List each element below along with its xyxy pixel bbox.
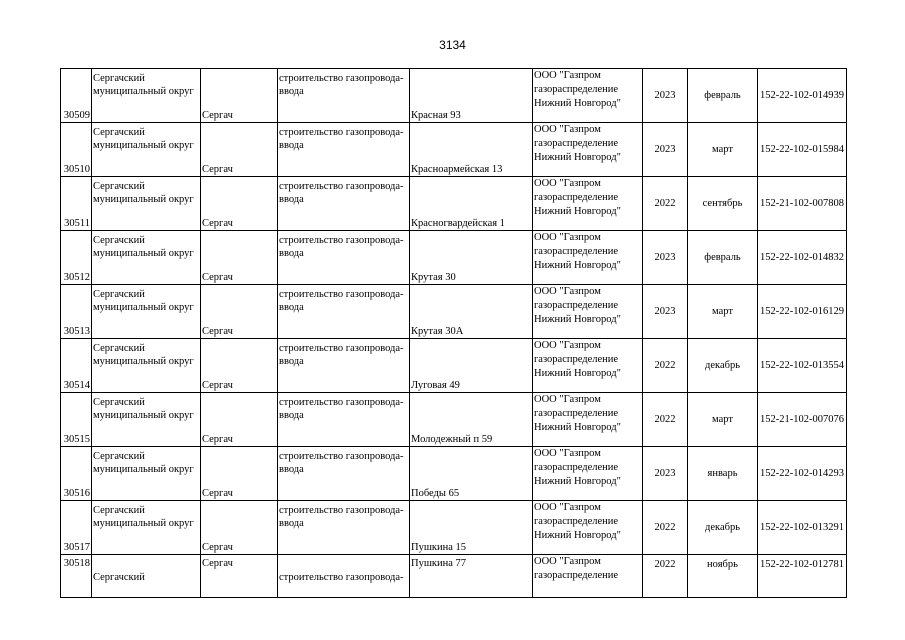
page-number: 3134 xyxy=(439,38,466,52)
month-cell xyxy=(688,285,758,339)
code-cell xyxy=(758,555,847,598)
month-cell xyxy=(688,339,758,393)
district-line2: муниципальный округ xyxy=(93,194,194,205)
city: Сергач xyxy=(202,380,233,391)
work-type-cell xyxy=(278,69,410,123)
org-line2: газораспределение xyxy=(534,192,619,203)
work-line2: ввода xyxy=(279,248,304,259)
month: март xyxy=(712,144,733,155)
org-line2: газораспределение xyxy=(534,246,619,257)
city: Сергач xyxy=(202,164,233,175)
code: 152-22-102-012781 xyxy=(760,559,844,570)
num: 30509 xyxy=(63,110,90,121)
code: 152-22-102-013291 xyxy=(760,522,844,533)
district-cell xyxy=(92,123,201,177)
work-line2: ввода xyxy=(279,140,304,151)
org-line2: газораспределение xyxy=(534,300,619,311)
month: ноябрь xyxy=(707,559,738,570)
district-cell xyxy=(92,339,201,393)
month-cell xyxy=(688,69,758,123)
table-row xyxy=(61,123,847,177)
work-line1: строительство газопровода- xyxy=(279,451,404,462)
code-cell xyxy=(758,285,847,339)
code: 152-21-102-007076 xyxy=(760,414,844,425)
year-cell xyxy=(643,339,688,393)
city-cell xyxy=(201,339,278,393)
city: Сергач xyxy=(202,326,233,337)
num: 30516 xyxy=(63,488,90,499)
organization-cell xyxy=(533,447,643,501)
district-line2: муниципальный округ xyxy=(93,86,194,97)
org-line1: ООО "Газпром xyxy=(534,178,601,189)
org-line1: ООО "Газпром xyxy=(534,340,601,351)
street: Красногвардейская 1 xyxy=(411,218,505,229)
organization-cell xyxy=(533,501,643,555)
work-line1: строительство газопровода- xyxy=(279,572,404,583)
month-cell xyxy=(688,123,758,177)
table-row xyxy=(61,393,847,447)
month: сентябрь xyxy=(702,198,743,209)
table-row xyxy=(61,339,847,393)
code-cell xyxy=(758,339,847,393)
org-line3: Нижний Новгород" xyxy=(534,98,621,109)
org-line1: ООО "Газпром xyxy=(534,232,601,243)
district-line1: Сергачский xyxy=(93,235,145,246)
code-cell xyxy=(758,123,847,177)
org-line2: газораспределение xyxy=(534,138,619,149)
row-number xyxy=(61,231,92,285)
district-cell xyxy=(92,447,201,501)
work-line2: ввода xyxy=(279,410,304,421)
table-row xyxy=(61,555,847,598)
street: Пушкина 15 xyxy=(411,542,467,553)
year: 2023 xyxy=(654,468,676,479)
street: Крутая 30А xyxy=(411,326,464,337)
org-line3: Нижний Новгород" xyxy=(534,476,621,487)
district-cell xyxy=(92,177,201,231)
row-number xyxy=(61,285,92,339)
row-number xyxy=(61,501,92,555)
org-line3: Нижний Новгород" xyxy=(534,260,621,271)
work-type-cell xyxy=(278,501,410,555)
city-cell xyxy=(201,123,278,177)
district-cell xyxy=(92,555,201,598)
city-cell xyxy=(201,393,278,447)
month-cell xyxy=(688,177,758,231)
district-line1: Сергачский xyxy=(93,572,145,583)
month: март xyxy=(712,306,733,317)
street: Победы 65 xyxy=(411,488,460,499)
code: 152-22-102-014939 xyxy=(760,90,844,101)
month: декабрь xyxy=(705,522,740,533)
table-row xyxy=(61,69,847,123)
address-cell xyxy=(410,393,533,447)
num: 30513 xyxy=(63,326,90,337)
year: 2023 xyxy=(654,252,676,263)
address-cell xyxy=(410,231,533,285)
city: Сергач xyxy=(202,434,233,445)
month-cell xyxy=(688,501,758,555)
work-line2: ввода xyxy=(279,518,304,529)
org-line1: ООО "Газпром xyxy=(534,394,601,405)
address-cell xyxy=(410,123,533,177)
month: декабрь xyxy=(705,360,740,371)
organization-cell xyxy=(533,393,643,447)
year: 2022 xyxy=(654,522,676,533)
row-number xyxy=(61,555,92,598)
org-line1: ООО "Газпром xyxy=(534,502,601,513)
org-line3: Нижний Новгород" xyxy=(534,530,621,541)
address-cell xyxy=(410,447,533,501)
work-type-cell xyxy=(278,123,410,177)
work-line2: ввода xyxy=(279,464,304,475)
org-line3: Нижний Новгород" xyxy=(534,368,621,379)
org-line1: ООО "Газпром xyxy=(534,70,601,81)
org-line2: газораспределение xyxy=(534,84,619,95)
table-row xyxy=(61,285,847,339)
work-type-cell xyxy=(278,285,410,339)
registry-table xyxy=(60,68,847,598)
org-line3: Нижний Новгород" xyxy=(534,152,621,163)
row-number xyxy=(61,393,92,447)
month: март xyxy=(712,414,733,425)
code: 152-22-102-014293 xyxy=(760,468,844,479)
work-line2: ввода xyxy=(279,356,304,367)
district-line1: Сергачский xyxy=(93,451,145,462)
district-line2 xyxy=(93,584,199,597)
city-cell xyxy=(201,447,278,501)
month-cell xyxy=(688,555,758,598)
city: Сергач xyxy=(202,272,233,283)
district-line1: Сергачский xyxy=(93,505,145,516)
year-cell xyxy=(643,123,688,177)
code-cell xyxy=(758,177,847,231)
street: Молодежный п 59 xyxy=(411,434,493,445)
row-number xyxy=(61,339,92,393)
org-line2: газораспределение xyxy=(534,462,619,473)
num: 30514 xyxy=(63,380,90,391)
work-line2: ввода xyxy=(279,302,304,313)
year: 2023 xyxy=(654,144,676,155)
code-cell xyxy=(758,501,847,555)
district-line2: муниципальный округ xyxy=(93,302,194,313)
district-cell xyxy=(92,393,201,447)
table-row xyxy=(61,231,847,285)
code-cell xyxy=(758,393,847,447)
year: 2022 xyxy=(654,360,676,371)
year: 2023 xyxy=(654,306,676,317)
district-line1: Сергачский xyxy=(93,289,145,300)
street: Красноармейская 13 xyxy=(411,164,503,175)
district-line2: муниципальный округ xyxy=(93,410,194,421)
org-line3: Нижний Новгород" xyxy=(534,422,621,433)
work-line1: строительство газопровода- xyxy=(279,181,404,192)
work-line1: строительство газопровода- xyxy=(279,235,404,246)
organization-cell xyxy=(533,177,643,231)
table-row xyxy=(61,177,847,231)
month: февраль xyxy=(704,90,741,101)
row-number xyxy=(61,123,92,177)
work-type-cell xyxy=(278,447,410,501)
organization-cell xyxy=(533,285,643,339)
year: 2022 xyxy=(654,414,676,425)
year-cell xyxy=(643,555,688,598)
org-line1: ООО "Газпром xyxy=(534,556,601,567)
address-cell xyxy=(410,177,533,231)
work-line1: строительство газопровода- xyxy=(279,127,404,138)
table-row xyxy=(61,501,847,555)
code: 152-22-102-013554 xyxy=(760,360,844,371)
organization-cell xyxy=(533,339,643,393)
year-cell xyxy=(643,447,688,501)
city-cell xyxy=(201,285,278,339)
work-line1: строительство газопровода- xyxy=(279,397,404,408)
org-line3: Нижний Новгород" xyxy=(534,206,621,217)
street: Луговая 49 xyxy=(411,380,460,391)
org-line2: газораспределение xyxy=(534,570,619,581)
street: Пушкина 77 xyxy=(411,558,467,569)
work-type-cell xyxy=(278,555,410,598)
district-line1: Сергачский xyxy=(93,127,145,138)
district-line2: муниципальный округ xyxy=(93,464,194,475)
street: Крутая 30 xyxy=(411,272,456,283)
district-line2: муниципальный округ xyxy=(93,140,194,151)
work-type-cell xyxy=(278,177,410,231)
org-line2: газораспределение xyxy=(534,354,619,365)
address-cell xyxy=(410,555,533,598)
district-line1: Сергачский xyxy=(93,343,145,354)
row-number xyxy=(61,447,92,501)
code: 152-22-102-016129 xyxy=(760,306,844,317)
work-line1: строительство газопровода- xyxy=(279,289,404,300)
code: 152-22-102-015984 xyxy=(760,144,844,155)
org-line1: ООО "Газпром xyxy=(534,448,601,459)
city: Сергач xyxy=(202,488,233,499)
num: 30511 xyxy=(64,218,90,229)
city: Сергач xyxy=(202,558,233,569)
year-cell xyxy=(643,231,688,285)
city-cell xyxy=(201,177,278,231)
year: 2023 xyxy=(654,90,676,101)
district-line1: Сергачский xyxy=(93,73,145,84)
year-cell xyxy=(643,393,688,447)
work-line1: строительство газопровода- xyxy=(279,73,404,84)
organization-cell xyxy=(533,69,643,123)
city: Сергач xyxy=(202,218,233,229)
city-cell xyxy=(201,231,278,285)
district-line2: муниципальный округ xyxy=(93,518,194,529)
address-cell xyxy=(410,501,533,555)
district-line2: муниципальный округ xyxy=(93,356,194,367)
org-line1: ООО "Газпром xyxy=(534,286,601,297)
org-line2: газораспределение xyxy=(534,408,619,419)
address-cell xyxy=(410,339,533,393)
city-cell xyxy=(201,555,278,598)
num: 30512 xyxy=(63,272,90,283)
work-type-cell xyxy=(278,339,410,393)
num: 30518 xyxy=(63,558,90,569)
year-cell xyxy=(643,501,688,555)
district-cell xyxy=(92,231,201,285)
organization-cell xyxy=(533,231,643,285)
work-line1: строительство газопровода- xyxy=(279,505,404,516)
year: 2022 xyxy=(654,198,676,209)
org-line3 xyxy=(534,583,641,597)
work-line2: ввода xyxy=(279,86,304,97)
org-line2: газораспределение xyxy=(534,516,619,527)
month: январь xyxy=(707,468,738,479)
num: 30510 xyxy=(63,164,90,175)
year: 2022 xyxy=(654,559,676,570)
row-number xyxy=(61,177,92,231)
street: Красная 93 xyxy=(411,110,461,121)
org-line1: ООО "Газпром xyxy=(534,124,601,135)
row-number xyxy=(61,69,92,123)
month-cell xyxy=(688,447,758,501)
month-cell xyxy=(688,393,758,447)
organization-cell xyxy=(533,123,643,177)
num: 30515 xyxy=(63,434,90,445)
city: Сергач xyxy=(202,110,233,121)
city: Сергач xyxy=(202,542,233,553)
num: 30517 xyxy=(63,542,90,553)
table-row xyxy=(61,447,847,501)
district-line2: муниципальный округ xyxy=(93,248,194,259)
work-line2: ввода xyxy=(279,194,304,205)
code: 152-22-102-014832 xyxy=(760,252,844,263)
year-cell xyxy=(643,69,688,123)
address-cell xyxy=(410,285,533,339)
work-type-cell xyxy=(278,231,410,285)
month: февраль xyxy=(704,252,741,263)
city-cell xyxy=(201,501,278,555)
code: 152-21-102-007808 xyxy=(760,198,844,209)
month-cell xyxy=(688,231,758,285)
organization-cell xyxy=(533,555,643,598)
district-cell xyxy=(92,285,201,339)
year-cell xyxy=(643,285,688,339)
district-line1: Сергачский xyxy=(93,397,145,408)
work-line1: строительство газопровода- xyxy=(279,343,404,354)
district-cell xyxy=(92,501,201,555)
code-cell xyxy=(758,447,847,501)
code-cell xyxy=(758,69,847,123)
year-cell xyxy=(643,177,688,231)
address-cell xyxy=(410,69,533,123)
work-line2 xyxy=(279,584,408,597)
district-cell xyxy=(92,69,201,123)
district-line1: Сергачский xyxy=(93,181,145,192)
city-cell xyxy=(201,69,278,123)
work-type-cell xyxy=(278,393,410,447)
code-cell xyxy=(758,231,847,285)
org-line3: Нижний Новгород" xyxy=(534,314,621,325)
